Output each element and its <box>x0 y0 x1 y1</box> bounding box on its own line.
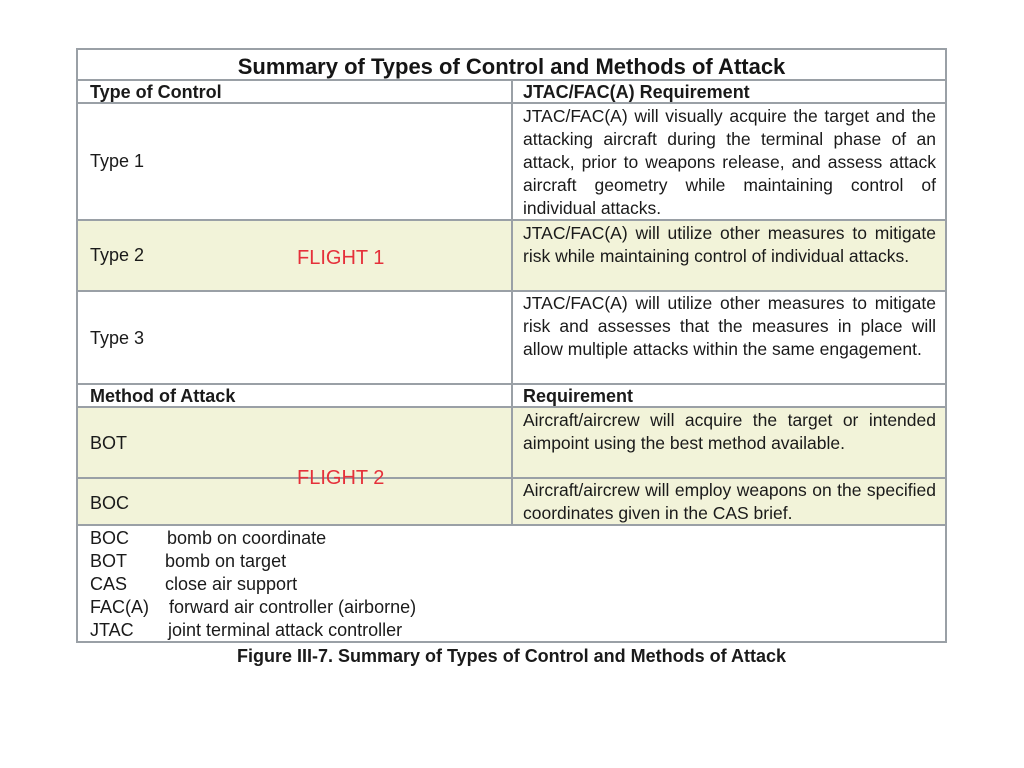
legend-abbr: CAS <box>90 574 128 594</box>
legend-abbr: FAC(A) <box>90 597 150 617</box>
type3-label: Type 3 <box>90 328 145 348</box>
bot-requirement: Aircraft/aircrew will acquire the target or intended aimpoint using the best method available. <box>523 410 936 453</box>
summary-table <box>76 48 947 643</box>
jtac-requirement-header: JTAC/FAC(A) Requirement <box>523 82 750 102</box>
legend-definition: bomb on target <box>165 551 287 571</box>
type-of-control-header: Type of Control <box>90 82 222 102</box>
column-divider <box>511 79 513 526</box>
type2-requirement: JTAC/FAC(A) will utilize other measures to mitigate risk while maintaining control of individual attacks. <box>523 223 936 266</box>
legend-definition: forward air controller (airborne) <box>169 597 417 617</box>
type1-requirement: JTAC/FAC(A) will visually acquire the target and the attacking aircraft during the terminal phase of an attack, prior to weapons release, and assess attack aircraft geometry while maintaining control of individual attacks. <box>523 106 936 218</box>
bot-label: BOT <box>90 433 128 453</box>
flight2-annotation: FLIGHT 2 <box>297 467 385 489</box>
type2-label: Type 2 <box>90 245 145 265</box>
type3-requirement: JTAC/FAC(A) will utilize other measures to mitigate risk and assesses that the measures in place will allow multiple attacks within the same engagement. <box>523 293 936 359</box>
method-of-attack-header: Method of Attack <box>90 386 236 406</box>
requirement-header: Requirement <box>523 386 634 406</box>
legend-abbr: BOC <box>90 528 130 548</box>
boc-requirement: Aircraft/aircrew will employ weapons on the specified coordinates given in the CAS brief. <box>523 480 936 523</box>
legend-abbr: JTAC <box>90 620 134 640</box>
flight1-annotation: FLIGHT 1 <box>297 247 385 269</box>
figure-caption: Figure III-7. Summary of Types of Control and Methods of Attack <box>236 646 787 666</box>
boc-label: BOC <box>90 493 130 513</box>
table-title: Summary of Types of Control and Methods of Attack <box>237 54 786 79</box>
legend-definition: close air support <box>165 574 298 594</box>
type1-label: Type 1 <box>90 151 145 171</box>
legend-definition: bomb on coordinate <box>167 528 327 548</box>
legend-abbr: BOT <box>90 551 128 571</box>
legend-definition: joint terminal attack controller <box>168 620 403 640</box>
